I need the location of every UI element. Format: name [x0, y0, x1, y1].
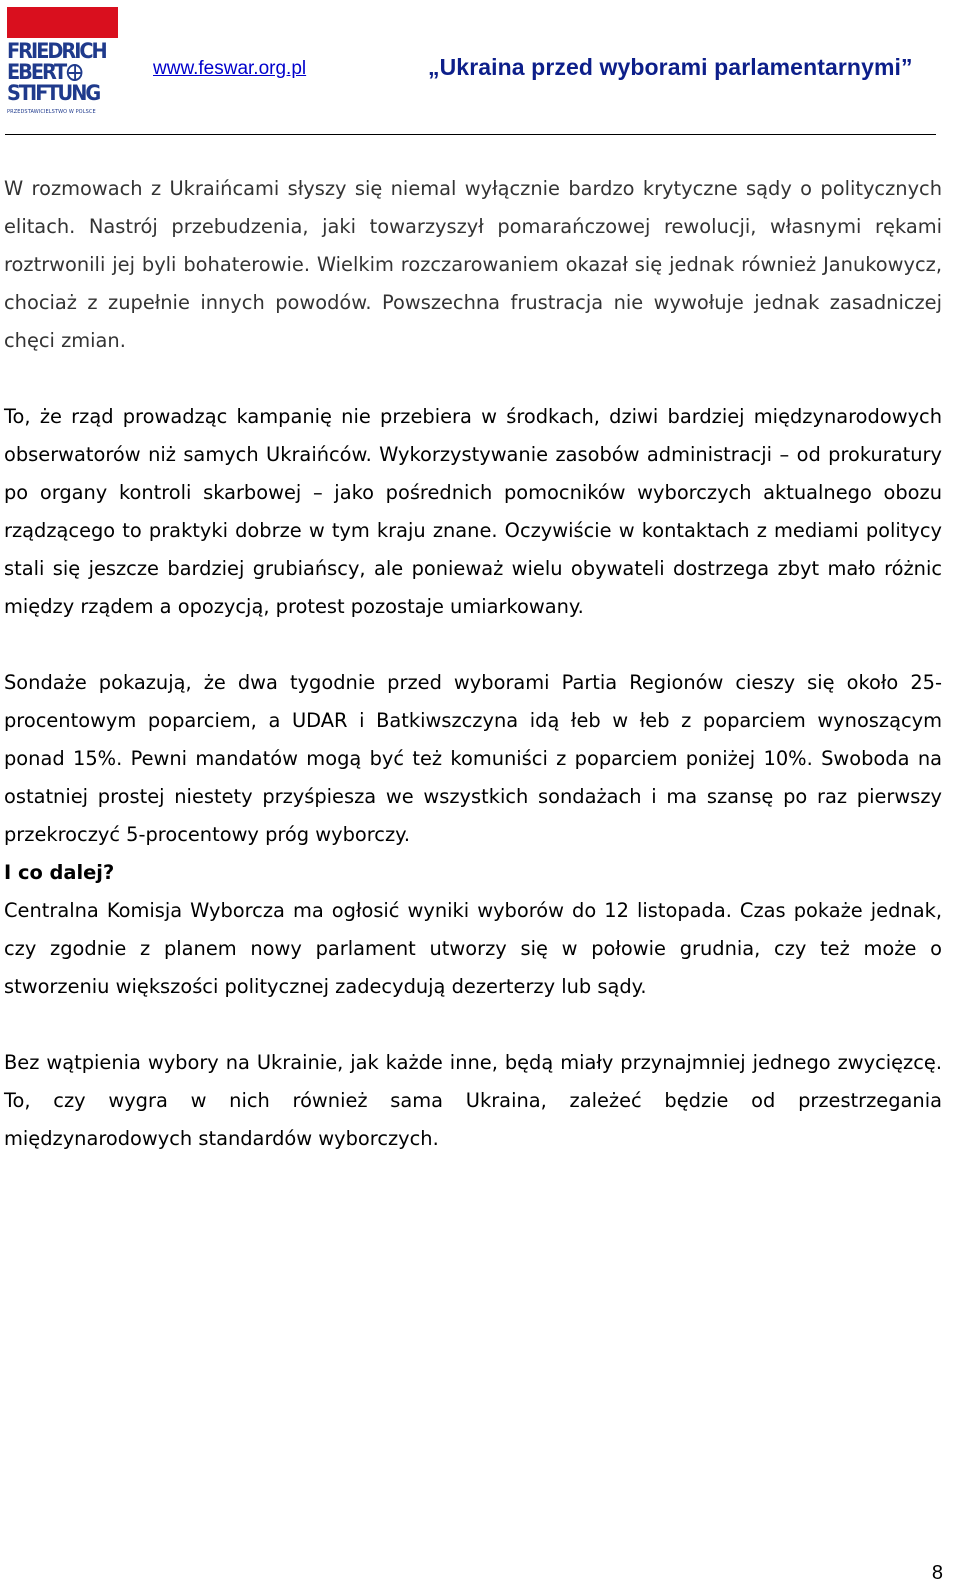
paragraph-4: Centralna Komisja Wyborcza ma ogłosić wyniki wyborów do 12 listopada. Czas pokaże jednak, czy zgodnie z planem nowy parlament utworzy się w połowie grudnia, czy też może o stworzeniu większości politycznej zadecydują dezerterzy lub sądy. — [4, 899, 942, 998]
page-number: 8 — [931, 1562, 943, 1584]
paragraph-5: Bez wątpienia wybory na Ukrainie, jak każde inne, będą miały przynajmniej jednego zwycięzcę. To, czy wygra w nich również sama Ukraina, zależeć będzie od przestrzegania międzynarodowych standardów wyborczych. — [4, 1051, 942, 1150]
friedrich-ebert-stiftung-logo — [7, 7, 121, 115]
paragraph-1: W rozmowach z Ukraińcami słyszy się niemal wyłącznie bardzo krytyczne sądy o politycznych elitach. Nastrój przebudzenia, jaki towarzyszył pomarańczowej rewolucji, własnymi rękami roztrwonili jej byli bohaterowie. Wielkim rozczarowaniem okazał się jednak również Janukowycz, chociaż z zupełnie innych powodów. Powszechna frustracja nie wywołuje jednak zasadniczej chęci zmian. — [4, 177, 942, 352]
paragraph-2: To, że rząd prowadząc kampanię nie przebiera w środkach, dziwi bardziej międzynarodowych obserwatorów niż samych Ukraińców. Wykorzystywanie zasobów administracji – od prokuratury po organy kontroli skarbowej – jako pośrednich pomocników wyborczych aktualnego obozu rządzącego to praktyki dobrze w tym kraju znane. Oczywiście w kontaktach z mediami politycy stali się jeszcze bardziej grubiańscy, ale ponieważ wielu obywateli dostrzega zbyt mało różnic między rządem a opozycją, protest pozostaje umiarkowany. — [4, 405, 942, 618]
logo-line-2 — [7, 62, 112, 83]
logo-line-3: STIFTUNG — [7, 81, 100, 105]
logo-line-2-text: EBERT — [7, 60, 66, 84]
logo-line-1: FRIEDRICH — [7, 39, 106, 63]
logo-wordmark — [7, 41, 112, 104]
paragraph-3: Sondaże pokazują, że dwa tygodnie przed wyborami Partia Regionów cieszy się około 25-procentowym poparciem, a UDAR i Batkiwszczyna idą łeb w łeb z poparciem wynoszącym ponad 15%. Pewni mandatów mogą być też komuniści z poparciem poniżej 10%. Swoboda na ostatniej prostej niestety przyśpiesza we wszystkich sondażach i ma szansę po raz pierwszy przekroczyć 5-procentowy próg wyborczy. — [4, 671, 942, 846]
page-header — [0, 0, 960, 140]
document-title: „Ukraina przed wyborami parlamentarnymi” — [428, 54, 913, 80]
website-link[interactable]: www.feswar.org.pl — [153, 58, 307, 79]
logo-subline: PRZEDSTAWICIELSTWO W POLSCE — [7, 109, 96, 115]
section-heading: I co dalej? — [4, 861, 115, 884]
logo-red-block — [7, 7, 118, 38]
globe-icon — [67, 64, 83, 81]
article-body — [4, 170, 942, 1158]
header-divider — [5, 134, 936, 135]
